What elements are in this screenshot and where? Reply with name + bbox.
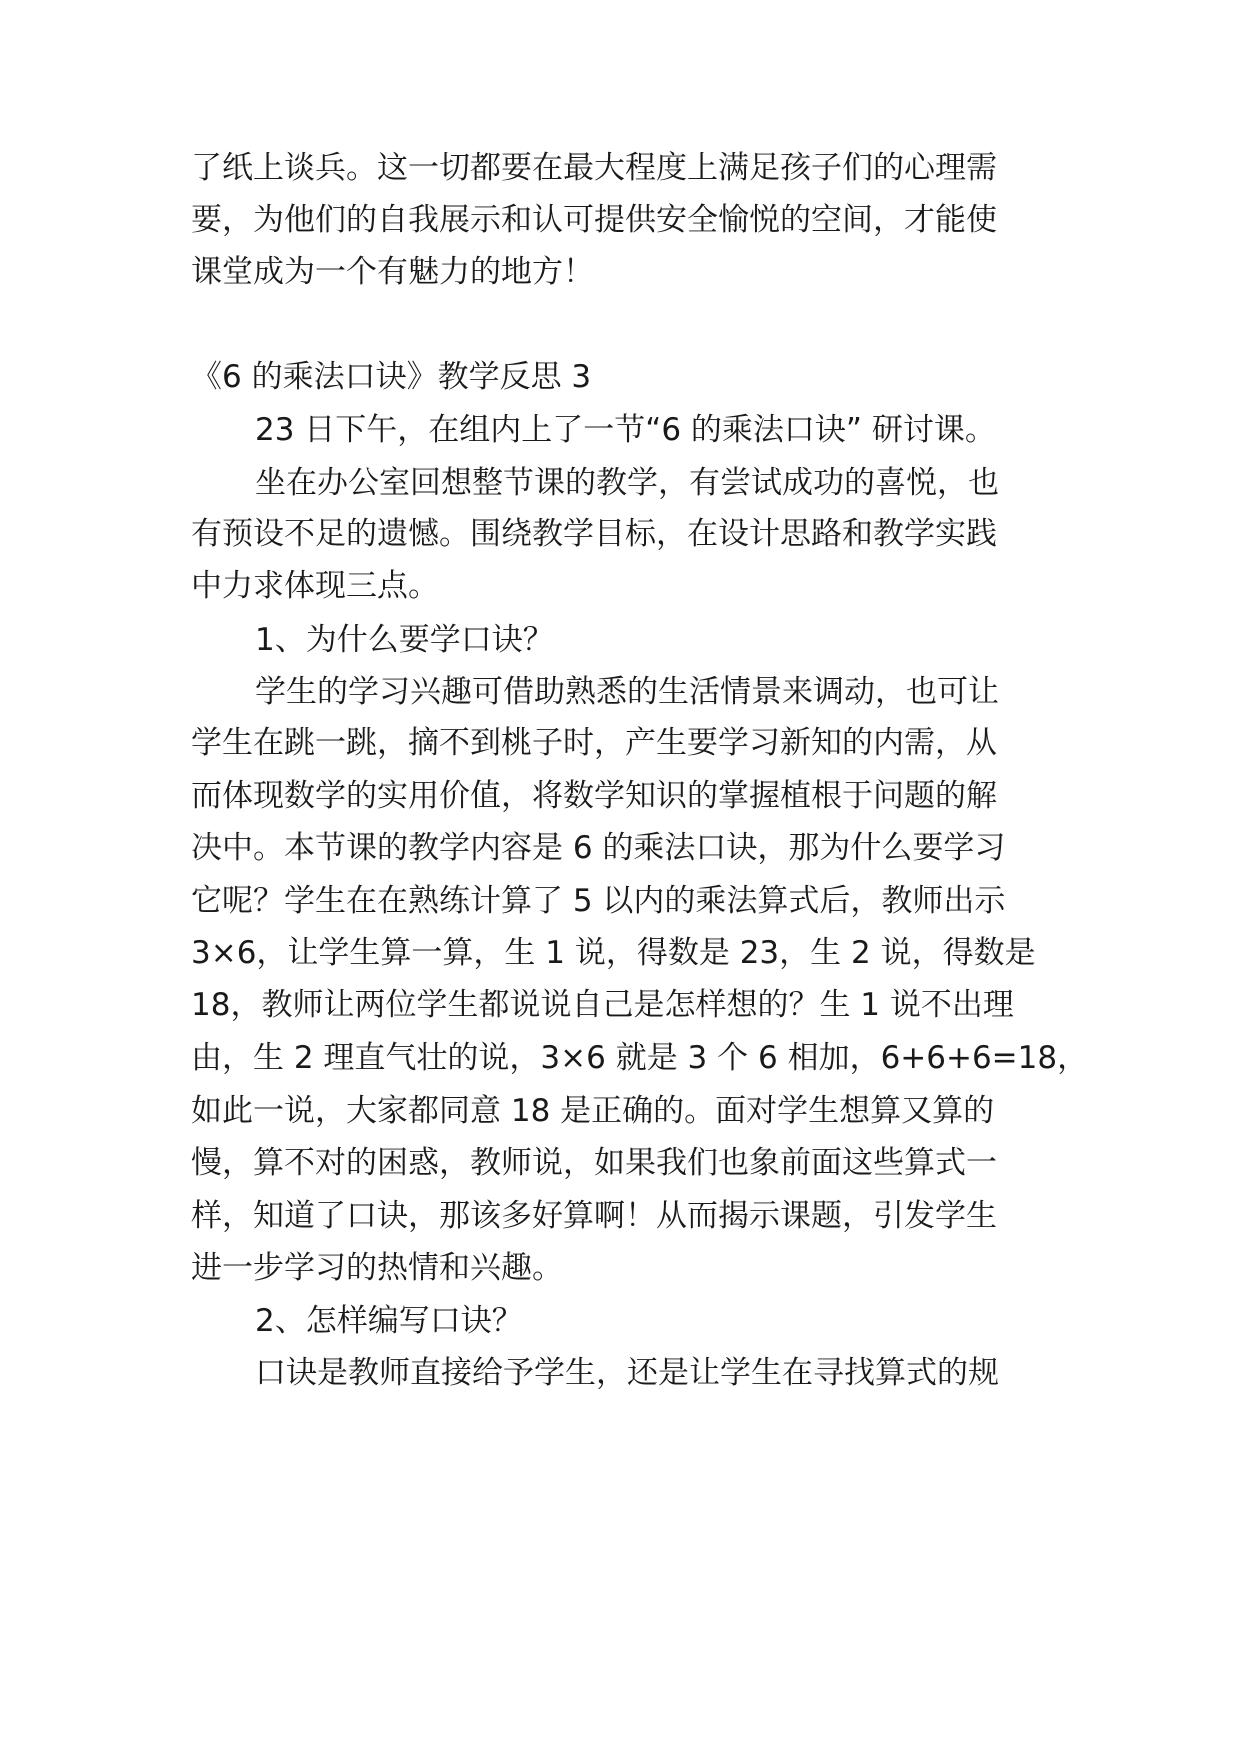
intro-line-2: 要，为他们的自我展示和认可提供安全愉悦的空间，才能使 [191, 202, 997, 238]
point-1-heading: 1、为什么要学口诀？ [255, 622, 554, 658]
paragraph-2-line-1: 坐在办公室回想整节课的教学，有尝试成功的喜悦，也 [255, 465, 999, 501]
section-title: 《6 的乘法口诀》教学反思 3 [191, 359, 592, 395]
paragraph-3-line-2: 学生在跳一跳，摘不到桃子时，产生要学习新知的内需，从 [191, 725, 997, 761]
paragraph-3-line-9: 如此一说，大家都同意 18 是正确的。面对学生想算又算的 [191, 1093, 995, 1129]
paragraph-2-line-2: 有预设不足的遗憾。围绕教学目标，在设计思路和教学实践 [191, 516, 997, 552]
paragraph-3-line-7: 18，教师让两位学生都说说自己是怎样想的？生 1 说不出理 [191, 987, 1014, 1023]
paragraph-3-line-1: 学生的学习兴趣可借助熟悉的生活情景来调动，也可让 [255, 674, 999, 710]
paragraph-3-line-4: 决中。本节课的教学内容是 6 的乘法口诀，那为什么要学习 [191, 830, 1006, 866]
paragraph-2-line-3: 中力求体现三点。 [191, 568, 439, 604]
paragraph-3-line-10: 慢，算不对的困惑，教师说，如果我们也象前面这些算式一 [191, 1145, 997, 1181]
paragraph-3-line-11: 样，知道了口诀，那该多好算啊！从而揭示课题，引发学生 [191, 1198, 997, 1234]
paragraph-3-line-3: 而体现数学的实用价值，将数学知识的掌握植根于问题的解 [191, 778, 997, 814]
paragraph-3-line-6: 3×6，让学生算一算，生 1 说，得数是 23，生 2 说，得数是 [191, 935, 1036, 971]
paragraph-3-line-5: 它呢？学生在在熟练计算了 5 以内的乘法算式后，教师出示 [191, 883, 1006, 919]
paragraph-1: 23 日下午，在组内上了一节“6 的乘法口诀” 研讨课。 [255, 412, 996, 448]
intro-line-3: 课堂成为一个有魅力的地方！ [191, 254, 594, 290]
paragraph-3-line-8: 由，生 2 理直气壮的说，3×6 就是 3 个 6 相加，6+6+6=18， [191, 1040, 1089, 1076]
point-2-heading: 2、怎样编写口诀？ [255, 1303, 523, 1339]
paragraph-3-line-12: 进一步学习的热情和兴趣。 [191, 1250, 563, 1286]
intro-line-1: 了纸上谈兵。这一切都要在最大程度上满足孩子们的心理需 [191, 150, 997, 186]
paragraph-4-line-1: 口诀是教师直接给予学生，还是让学生在寻找算式的规 [255, 1355, 999, 1391]
